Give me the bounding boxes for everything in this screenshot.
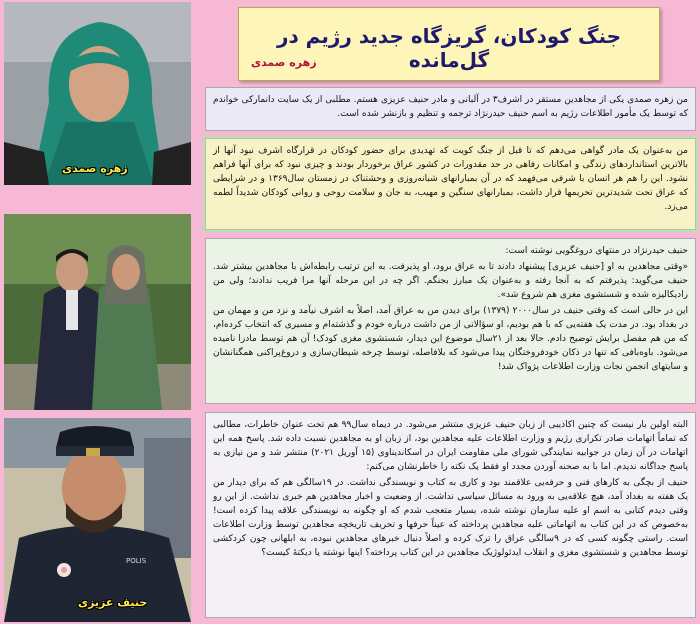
title-box <box>238 7 660 81</box>
paragraph-quote <box>205 238 696 404</box>
photo-hanif-azizi <box>4 418 191 622</box>
paragraph-text: حنیف از بچگی به کارهای فنی و حرفه‌یی علاقمند بود و کاری به کتاب و نویسندگی نداشت. در ۱۹سالگی هم که برای دیدار من یک هفته به بغداد آمد، هیچ علاقه‌یی به ورود به مسائل سیاسی نداشت. از وضعیت و اخبار مجاهدین هم خبری نداشت. از این رو وقتی دیدم کتابی به اسم او علیه سازمان نوشته شده، بسیار متعجب شدم که او چگونه به نویسندگی علاقه پیدا کرده است! به‌خصوص که در این کتاب به اتهاماتی علیه مجاهدین پرداخته که عیناً حرفها و تحریف تاریخچه مجاهدین توسط وزارت اطلاعات است. راستی چگونه کسی که در ۹سالگی عراق را ترک کرده و اصلاً دنبال خبرهای مجاهدین نبوده، به ابلهانی چون کردکشی توسط مجاهدین و شستشوی مغزی و انقلاب ایدئولوژیک مجاهدین در این کتاب پرداخته؟ اینها نوشته یا دیکتهٔ کیست؟ <box>213 478 689 558</box>
paragraph-testimony <box>205 138 696 230</box>
paragraph-text: من به‌عنوان یک مادر گواهی می‌دهم که تا قبل از جنگ کویت که تهدیدی برای حضور کودکان در قرارگاه اشرف نبود آنها از بالاترین استانداردهای زندگی و امکانات رفاهی در حد مقدورات در کشور عراق برخوردار بودند و چیزی نبود که برای آنها فراهم نشود. این را هم هر انسان با شرفی می‌فهمد که در آن بمبارانهای شبانه‌روزی و وحشتناک در زمستان سال۱۳۶۹ و در شرایطی که عراق تحت شدیدترین تحریمها قرار داشت، بمبارانهای سنگین و مهیب، به جان و سلامت روحی و روانی کودکان شدیداً لطمه می‌زد. <box>213 146 689 212</box>
paragraph-rebuttal <box>205 412 696 618</box>
photo-caption-3: حنیف عزیزی <box>78 596 148 609</box>
photo-caption: زهره صمدی <box>62 162 128 175</box>
svg-text:POLIS: POLIS <box>126 557 147 565</box>
article-author: زهره صمدی <box>251 56 317 69</box>
article-title: جنگ کودکان، گریزگاه جدید رژیم در گل‌مانده <box>276 24 622 72</box>
photo-mother-and-son <box>4 214 191 410</box>
paragraph-text: من زهره صمدی یکی از مجاهدین مستقر در اشرف۳ در آلبانی و مادر حنیف عزیزی هستم. مطلبی از یک سایت دانمارکی خواندم که توسط یک مأمور اطلاعات رژیم به اسم حنیف حیدرنژاد ترجمه و تنظیم و بازنشر شده است. <box>213 95 688 119</box>
article <box>195 0 700 624</box>
photo-sidebar <box>0 0 193 624</box>
paragraph-text: «وقتی مجاهدین به او [حنیف عزیزی] پیشنهاد دادند تا به عراق برود، او پذیرفت. به این ترتیب رابطه‌اش با مجاهدین بیشتر شد. حنیف می‌گوید: پذیرفتم که به آنجا رفته و به‌عنوان یک مبارز بجنگم. اگر چه در این مرحله آنها مرا فریب ندادند؛ ولی من رادیکالیزه شده و شستشوی مغزی هم شروع شد». <box>213 262 688 300</box>
paragraph-text: حنیف حیدرنژاد در منتهای دروغگویی نوشته است: <box>505 246 688 256</box>
paragraph-intro <box>205 87 696 131</box>
photo-zohreh-samadi <box>4 2 191 185</box>
paragraph-text: این در حالی است که وقتی حنیف در سال۲۰۰۰ (۱۳۷۹) برای دیدن من به عراق آمد، اصلاً به اشرف نیآمد و نزد من و مهمان من در بغداد بود. در مدت یک هفته‌یی که با هم بودیم، او سؤالاتی از من داشت درباره خودم و گذشته‌ام و مسیری که انتخاب کرده‌ام، که من هم مفصل برایش توضیح دادم. حالا بعد از ۲۱سال موضوع این دیدار، شستشوی مغزی کودک! آن هم توسط مادرا نامیده می‌شود. باوه‌بافی که تنها در ذکان خودفروختگان پیدا می‌شود که بلافاصله، توسط چرخه شیطان‌سازی و دروغ‌پراکنی همگنانشان و سایتهای انجمن نجات وزارت اطلاعات پژواک شد! <box>213 306 689 372</box>
paragraph-text: البته اولین بار نیست که چنین اکاذیبی از زبان حنیف عزیزی منتشر می‌شود. در دیماه سال۹۹ هم تحت عنوان خاطرات، مطالبی که تماماً اتهامات صادر تکراری رژیم و وزارت اطلاعات علیه مجاهدین بود، از زبان او به مجاهدین نسبت داده شد. پاسخ همه این اتهامات در آن زمان در جوابیه نمایندگی شورای ملی مقاومت ایران در اسکاندیناوی (۱۵ آوریل ۲۰۲۱) منتشر شد و من نیازی به پاسخ جداگانه ندیدم. اما با به صحنه آوردن مجدد او فقط یک نکته را خاطرنشان می‌کنم: <box>213 420 688 472</box>
